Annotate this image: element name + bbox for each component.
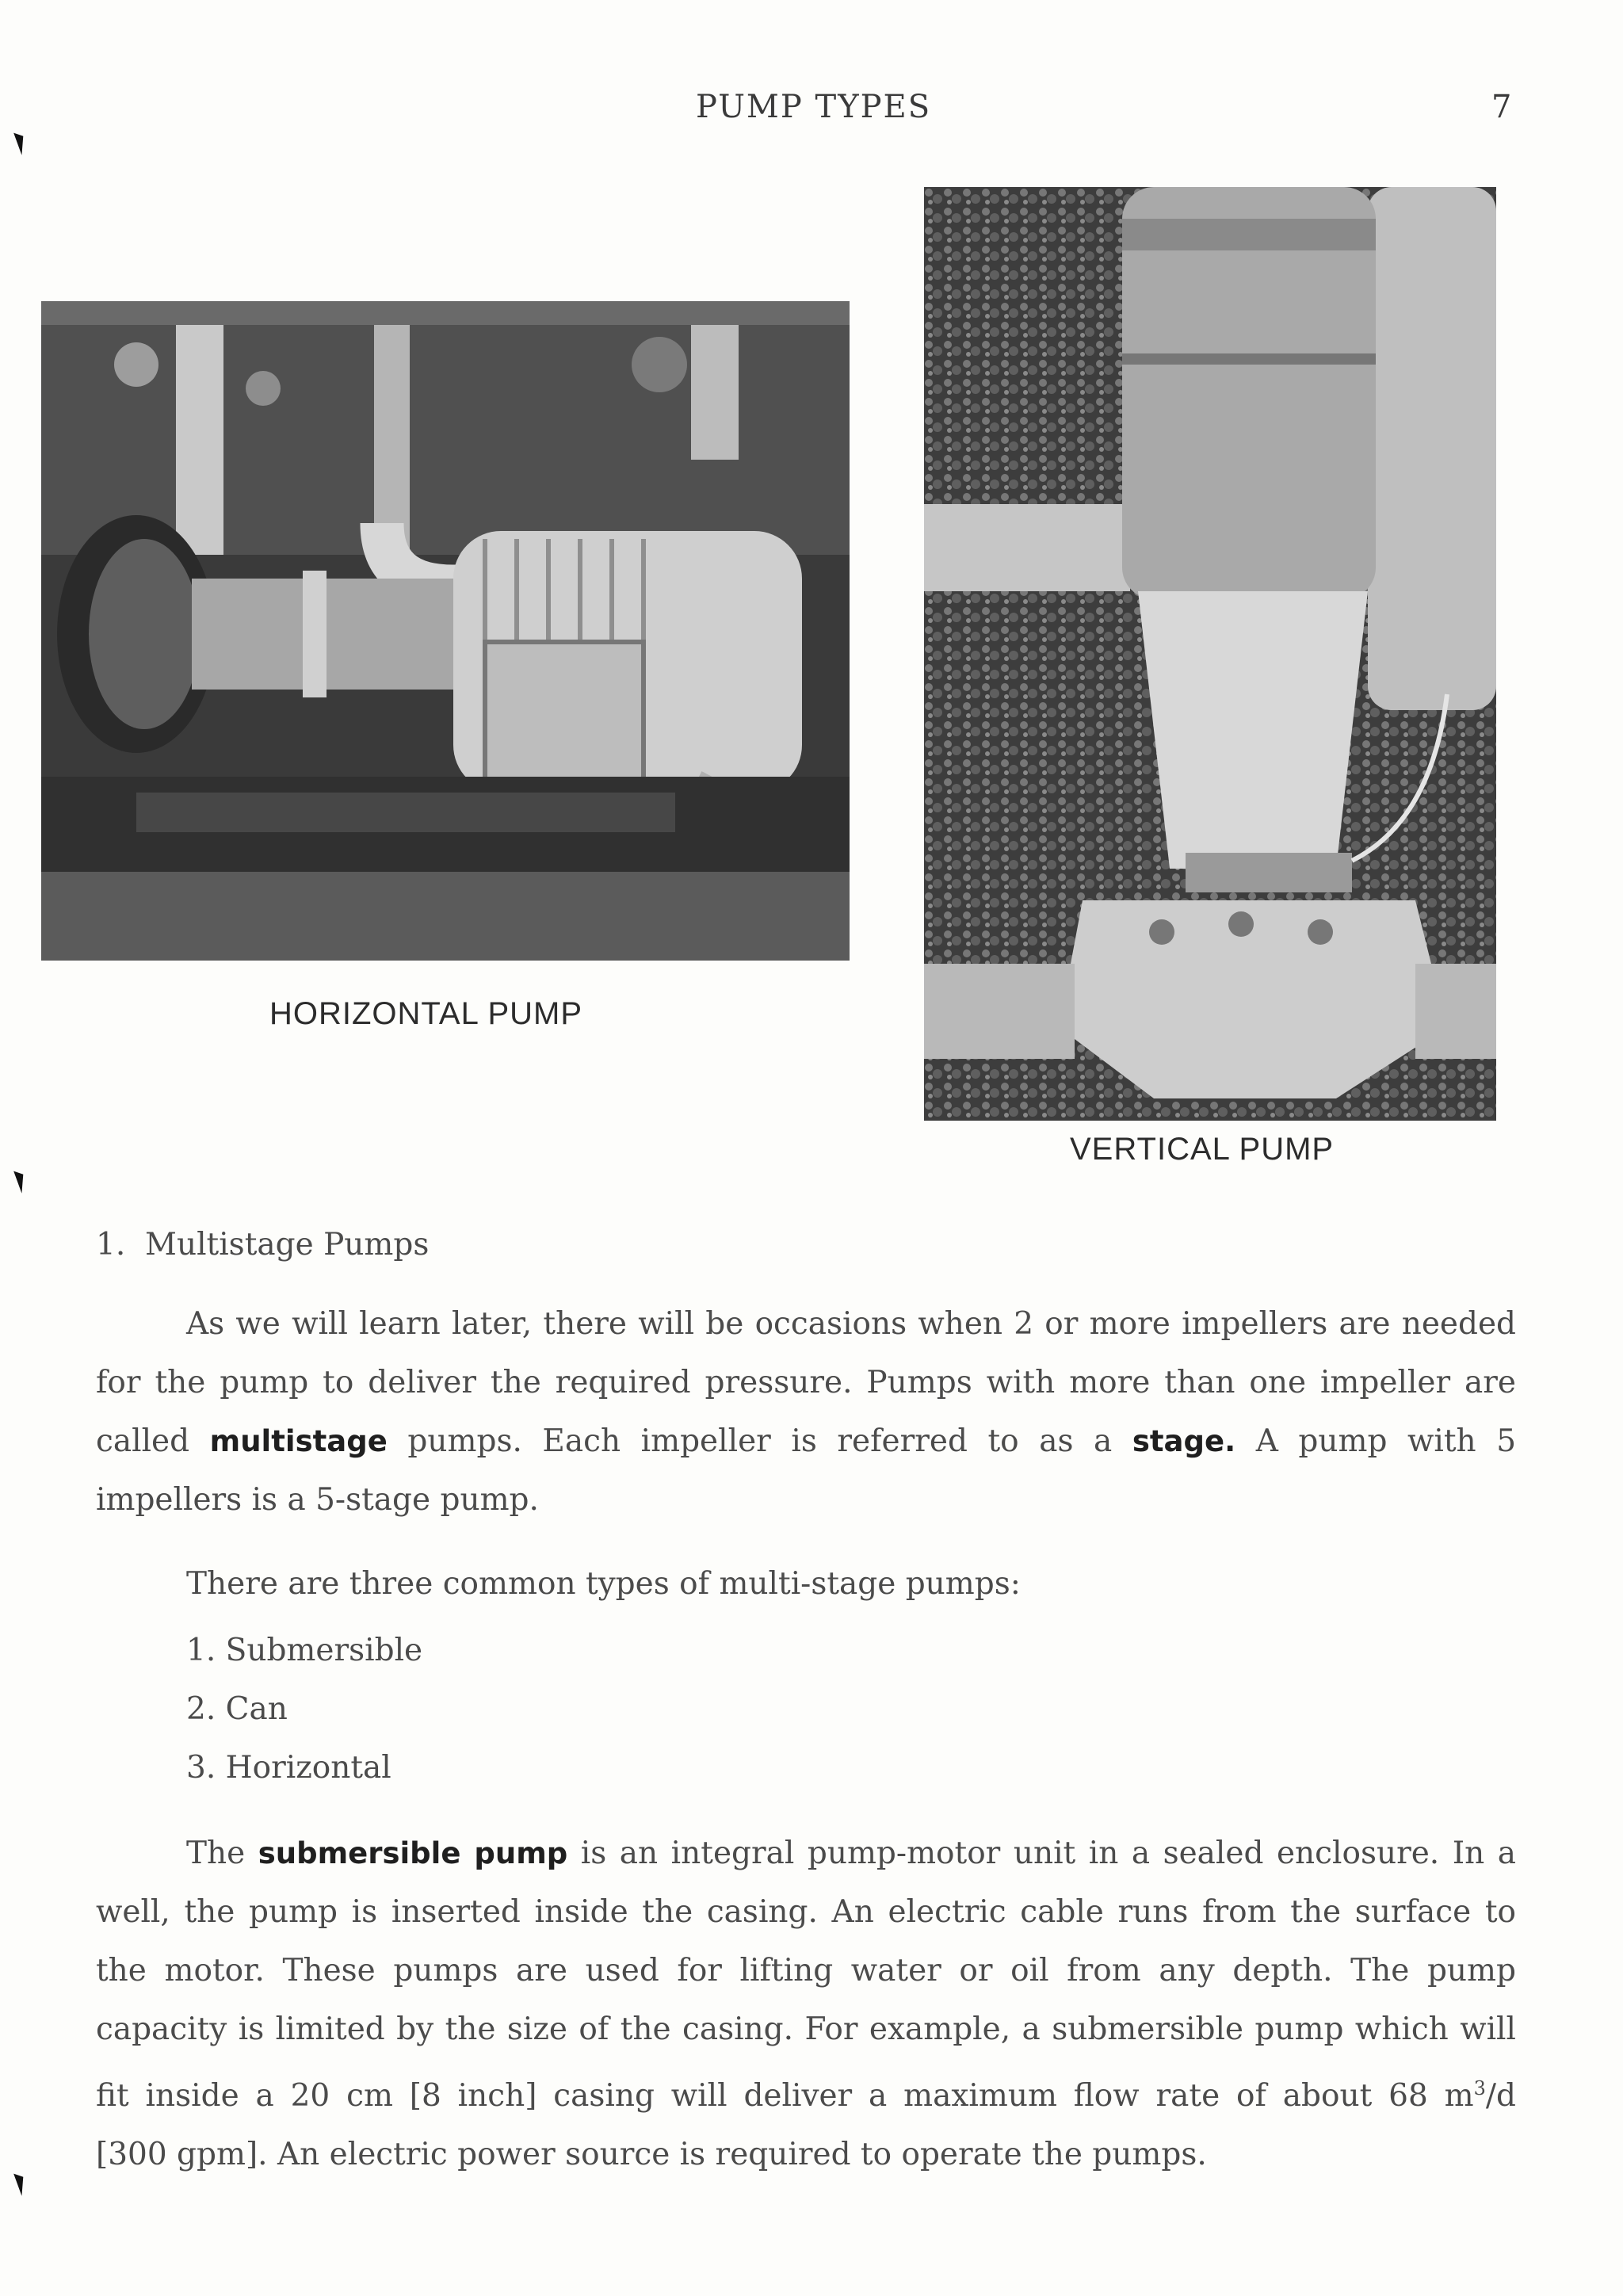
text-line: fit inside a 20 cm [8 inch] casing will deliver a maximum flow rate of about 68 $m^3/d$ [96, 2077, 1516, 2114]
horizontal-pump-caption: HORIZONTAL PUMP [269, 996, 583, 1031]
scan-mark [13, 130, 29, 155]
text-line: [300 gpm]. An electric power source is required to operate the pumps. [96, 2137, 1207, 2172]
scan-mark [13, 2171, 29, 2196]
section-number: 1. [96, 1227, 126, 1263]
page-title: PUMP TYPES [696, 89, 932, 125]
text-line: well, the pump is inserted inside the casing. An electric cable runs from the surface to [96, 1894, 1516, 1930]
text-line: called multistage pumps. Each impeller is referred to as a stage. A pump with 5 [96, 1423, 1517, 1459]
list-item: 2. Can [186, 1691, 288, 1727]
term-multistage: multistage [209, 1424, 388, 1458]
horizontal-pump-photo [41, 301, 850, 961]
term-submersible-pump: submersible pump [258, 1836, 568, 1870]
page-number: 7 [1491, 89, 1514, 125]
text-line: impellers is a 5-stage pump. [96, 1482, 539, 1518]
term-stage: stage. [1132, 1424, 1236, 1458]
text-line: There are three common types of multi-stage pumps: [186, 1566, 1021, 1602]
paragraph-submersible [96, 1824, 1516, 2184]
paragraph-multistage [96, 1295, 1516, 1530]
list-item: 3. Horizontal [186, 1750, 391, 1786]
vertical-pump-caption: VERTICAL PUMP [1070, 1132, 1335, 1167]
section-title: Multistage Pumps [145, 1227, 430, 1263]
text-line: the motor. These pumps are used for lifting water or oil from any depth. The pump [96, 1953, 1516, 1988]
section-heading [96, 1227, 429, 1263]
text-line: The submersible pump is an integral pump-motor unit in a sealed enclosure. In a [186, 1836, 1516, 1871]
text-line: As we will learn later, there will be occasions when 2 or more impellers are needed [186, 1306, 1516, 1342]
list-item: 1. Submersible [186, 1633, 423, 1668]
text-line: for the pump to deliver the required pressure. Pumps with more than one impeller are [96, 1365, 1516, 1400]
vertical-pump-photo [924, 187, 1496, 1121]
paragraph-types-intro [96, 1555, 1516, 1614]
scan-mark [13, 1168, 29, 1194]
text-line: capacity is limited by the size of the casing. For example, a submersible pump which will [96, 2011, 1516, 2047]
